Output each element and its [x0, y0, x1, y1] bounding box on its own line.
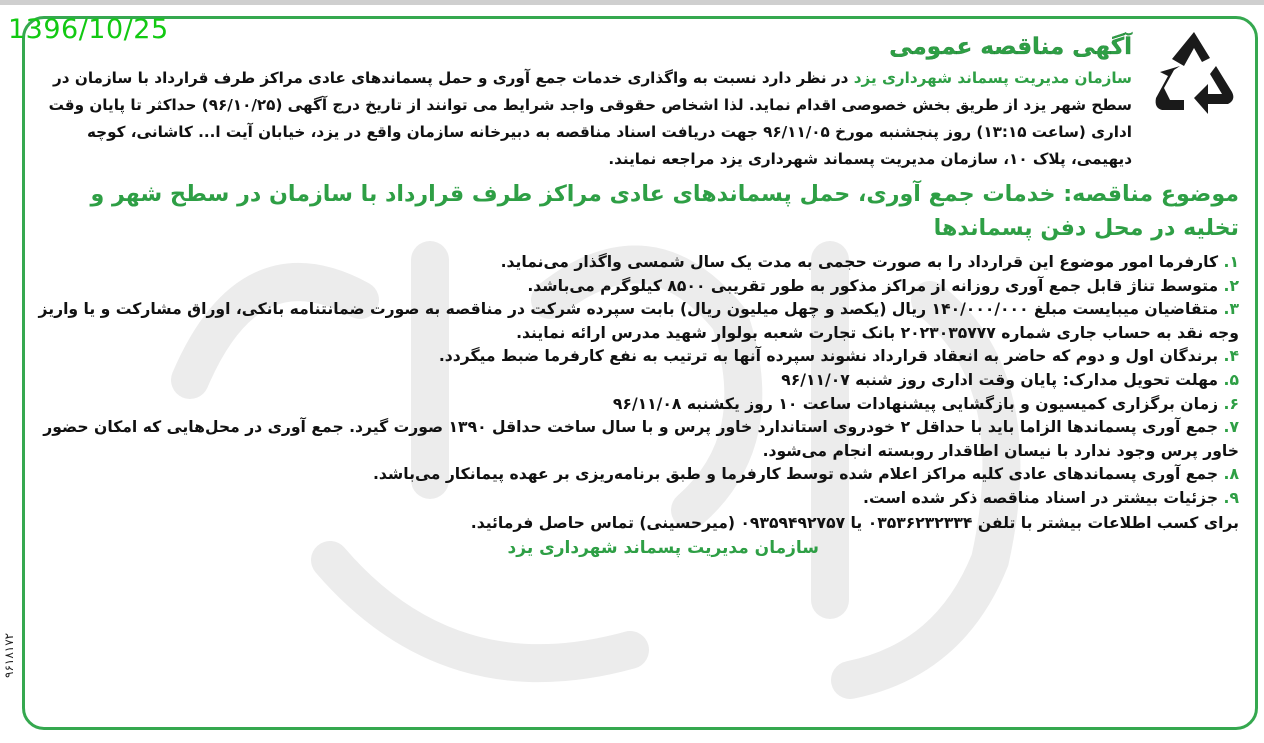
signature: سازمان مدیریت پسماند شهرداری یزد	[507, 537, 819, 558]
condition-number: ۴.	[1223, 347, 1239, 366]
condition-number: ۹.	[1223, 488, 1239, 507]
condition-text: جزئیات بیشتر در اسناد مناقصه ذکر شده است.	[863, 488, 1224, 507]
condition-text: جمع آوری پسماندهای عادی کلیه مراکز اعلام شده توسط کارفرما و طبق برنامه‌ریزی بر عهده پیمانکار می‌باشد.	[372, 465, 1224, 484]
intro-text: در نظر دارد نسبت به واگذاری خدمات جمع آوری و حمل پسماندهای عادی مراکز طرف قرارداد با سازمان در سطح شهر یزد از طریق بخش خصوصی اقدام نماید. لذا اشخاص حقوقی واجد شرایط می توانند از تاریخ درج آگهی (۹۶/۱۰/۲۵) حداکثر تا پایان وقت اداری (ساعت ۱۳:۱۵) روز پنجشنبه مورخ ۹۶/۱۱/۰۵ جهت دریافت اسناد مناقصه به دبیرخانه سازمان واقع در یزد، خیابان آیت ا... کاشانی، کوچه دیهیمی، پلاک ۱۰، سازمان مدیریت پسماند شهرداری یزد مراجعه نمایند.	[48, 69, 1132, 168]
side-code: ۹۶۱۸۱۷۲	[2, 632, 16, 678]
condition-number: ۸.	[1223, 465, 1239, 484]
condition-item	[34, 393, 1239, 417]
condition-number: ۷.	[1223, 418, 1239, 437]
condition-number: ۶.	[1223, 394, 1239, 413]
intro-organization: سازمان مدیریت پسماند شهرداری یزد	[853, 69, 1132, 87]
condition-number: ۲.	[1223, 276, 1239, 295]
condition-item	[34, 345, 1239, 369]
condition-text: مهلت تحویل مدارک: پایان وقت اداری روز شنبه ۹۶/۱۱/۰۷	[781, 370, 1224, 389]
recycle-icon	[1144, 26, 1244, 126]
date-stamp: 1396/10/25	[8, 14, 169, 45]
tender-subject: موضوع مناقصه: خدمات جمع آوری، حمل پسماندهای عادی مراکز طرف قرارداد با سازمان در سطح شهر و تخلیه در محل دفن پسماندها	[90, 181, 1239, 241]
ad-intro	[34, 65, 1132, 173]
condition-text: کارفرما امور موضوع این قرارداد را به صورت حجمی به مدت یک سال شمسی واگذار می‌نماید.	[500, 253, 1224, 271]
condition-number: ۳.	[1223, 300, 1239, 319]
condition-number: ۱.	[1223, 253, 1239, 271]
condition-text: متوسط تناژ قابل جمع آوری روزانه از مراکز مذکور به طور تقریبی ۸۵۰۰ کیلوگرم می‌باشد.	[527, 276, 1224, 295]
top-rule	[0, 0, 1264, 5]
condition-text: برندگان اول و دوم که حاضر به انعقاد قرارداد نشوند سپرده آنها به ترتیب به نفع کارفرما ضبط میگردد.	[438, 347, 1224, 366]
condition-item	[34, 251, 1239, 275]
conditions-list	[34, 251, 1239, 511]
condition-number: ۵.	[1223, 370, 1239, 389]
condition-item	[34, 487, 1239, 511]
condition-item	[34, 369, 1239, 393]
condition-item	[34, 275, 1239, 299]
condition-item	[34, 416, 1239, 463]
condition-item	[34, 298, 1239, 345]
condition-text: جمع آوری پسماندها الزاما باید با حداقل ۲ خودروی استاندارد خاور پرس و با سال ساخت حداقل ۱۳۹۰ صورت گیرد. جمع آوری در محل‌هایی که امکان حضور خاور پرس وجود ندارد با نیسان اطاقدار روبسته انجام می‌شود.	[43, 418, 1239, 460]
ad-title: آگهی مناقصه عمومی	[889, 34, 1132, 60]
condition-item	[34, 463, 1239, 487]
condition-text: زمان برگزاری کمیسیون و بازگشایی پیشنهادات ساعت ۱۰ روز یکشنبه ۹۶/۱۱/۰۸	[612, 394, 1224, 413]
condition-text: متقاضیان میبایست مبلغ ۱۴۰/۰۰۰/۰۰۰ ریال (یکصد و چهل میلیون ریال) بابت سپرده شرکت در مناقصه به صورت ضمانتنامه بانکی، اوراق مشارکت و یا واریز وجه نقد به حساب جاری شماره ۲۰۲۳۰۳۵۷۷۷ بانک تجارت شعبه بولوار شهید مدرس ارائه نمایند.	[38, 300, 1239, 342]
ad-content	[34, 32, 1239, 561]
contact-info: برای کسب اطلاعات بیشتر با تلفن ۰۳۵۳۶۲۳۲۳۳۴ یا ۰۹۳۵۹۴۹۲۷۵۷ (میرحسینی) تماس حاصل فرمائید.	[470, 513, 1239, 532]
